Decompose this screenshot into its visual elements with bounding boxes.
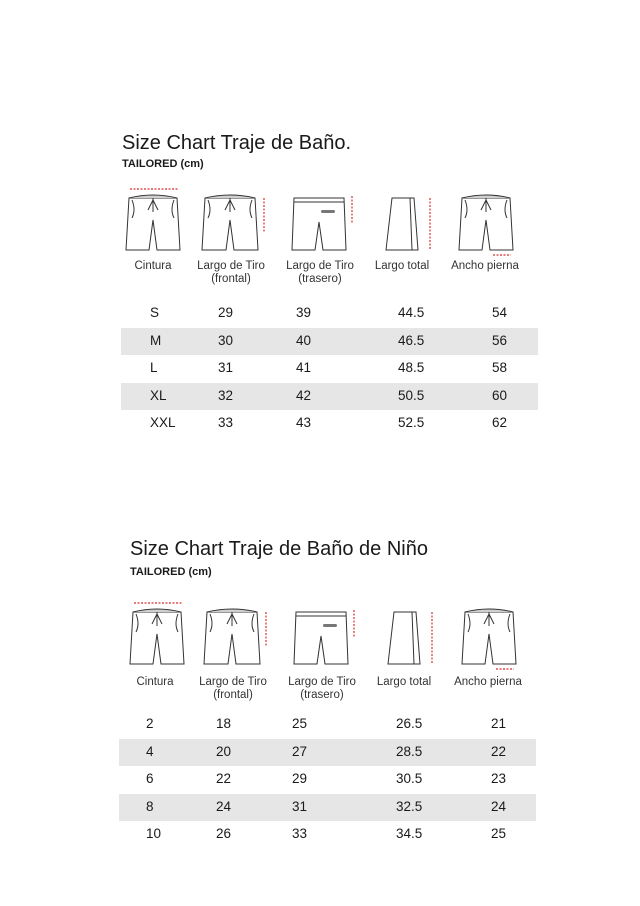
value-cell: 56 — [492, 332, 508, 348]
value-cell: 33 — [292, 826, 308, 841]
value-cell: 22 — [216, 771, 232, 786]
table-row — [119, 821, 536, 848]
value-cell: 25 — [292, 716, 308, 731]
measure-label-total-length — [357, 260, 447, 273]
measure-label-waist — [108, 260, 198, 273]
waist-measure-icon — [122, 186, 186, 258]
value-cell: 54 — [492, 305, 508, 320]
label-line: Largo de Tiro — [197, 260, 265, 272]
label-line: (frontal) — [211, 273, 251, 285]
label-line: Largo total — [376, 676, 432, 688]
back-rise-measure-icon — [288, 186, 358, 258]
label-line: Largo de Tiro — [286, 260, 354, 272]
measure-label-total-length — [359, 676, 449, 689]
value-cell: 26.5 — [396, 716, 423, 731]
size-cell: 6 — [146, 771, 154, 786]
label-line: Cintura — [134, 260, 172, 272]
table-row — [119, 766, 536, 793]
value-cell: 58 — [492, 360, 508, 375]
value-cell: 28.5 — [396, 743, 423, 759]
value-cell: 34.5 — [396, 826, 423, 841]
value-cell: 29 — [292, 771, 308, 786]
measure-label-leg-width — [443, 676, 533, 689]
measure-label-waist — [110, 676, 200, 689]
label-line: Ancho pierna — [451, 260, 519, 272]
waist-measure-icon — [126, 600, 190, 672]
total-length-measure-icon — [378, 186, 438, 258]
value-cell: 43 — [296, 415, 312, 430]
size-cell: XXL — [150, 415, 176, 430]
value-cell: 26 — [216, 826, 232, 841]
value-cell: 32.5 — [396, 798, 423, 814]
measure-label-leg-width — [440, 260, 530, 273]
leg-width-measure-icon — [458, 600, 522, 672]
size-cell: 8 — [146, 798, 154, 814]
size-cell: 2 — [146, 716, 154, 731]
value-cell: 27 — [292, 743, 308, 759]
value-cell: 60 — [492, 387, 508, 403]
label-line: Largo de Tiro — [199, 676, 267, 688]
value-cell: 50.5 — [398, 387, 425, 403]
label-line: (frontal) — [213, 689, 253, 701]
chart-subtitle: TAILORED (cm) — [130, 566, 212, 578]
chart-title: Size Chart Traje de Baño de Niño — [130, 538, 428, 560]
size-cell: 4 — [146, 743, 154, 759]
value-cell: 22 — [491, 743, 507, 759]
value-cell: 40 — [296, 332, 312, 348]
label-line: Cintura — [136, 676, 174, 688]
value-cell: 29 — [218, 305, 234, 320]
measure-label-front-rise — [188, 676, 278, 702]
size-cell: L — [150, 360, 158, 375]
measure-label-back-rise — [275, 260, 365, 286]
front-rise-measure-icon — [200, 600, 272, 672]
size-cell: M — [150, 332, 162, 348]
value-cell: 31 — [292, 798, 308, 814]
leg-width-measure-icon — [455, 186, 519, 258]
table-row — [121, 383, 538, 410]
measure-label-back-rise — [277, 676, 367, 702]
measure-label-front-rise — [186, 260, 276, 286]
table-row — [121, 410, 538, 437]
front-rise-measure-icon — [198, 186, 270, 258]
label-line: Ancho pierna — [454, 676, 522, 688]
value-cell: 23 — [491, 771, 507, 786]
value-cell: 46.5 — [398, 332, 425, 348]
table-row — [119, 794, 536, 821]
value-cell: 20 — [216, 743, 232, 759]
value-cell: 48.5 — [398, 360, 425, 375]
chart-subtitle: TAILORED (cm) — [122, 158, 204, 170]
value-cell: 33 — [218, 415, 234, 430]
value-cell: 42 — [296, 387, 312, 403]
size-cell: S — [150, 305, 160, 320]
value-cell: 62 — [492, 415, 508, 430]
table-row — [121, 328, 538, 355]
chart-title: Size Chart Traje de Baño. — [122, 132, 352, 154]
table-row — [121, 300, 538, 327]
value-cell: 52.5 — [398, 415, 425, 430]
value-cell: 25 — [491, 826, 507, 841]
value-cell: 44.5 — [398, 305, 425, 320]
size-cell: XL — [150, 387, 167, 403]
value-cell: 39 — [296, 305, 312, 320]
value-cell: 32 — [218, 387, 234, 403]
table-row — [119, 711, 536, 738]
table-row — [119, 739, 536, 766]
value-cell: 24 — [491, 798, 507, 814]
value-cell: 21 — [491, 716, 507, 731]
value-cell: 18 — [216, 716, 232, 731]
value-cell: 31 — [218, 360, 234, 375]
label-line: (trasero) — [300, 689, 344, 701]
value-cell: 41 — [296, 360, 312, 375]
value-cell: 30.5 — [396, 771, 423, 786]
back-rise-measure-icon — [290, 600, 360, 672]
label-line: Largo de Tiro — [288, 676, 356, 688]
label-line: Largo total — [374, 260, 430, 272]
value-cell: 30 — [218, 332, 234, 348]
total-length-measure-icon — [380, 600, 440, 672]
label-line: (trasero) — [298, 273, 342, 285]
size-cell: 10 — [146, 826, 162, 841]
table-row — [121, 355, 538, 382]
value-cell: 24 — [216, 798, 232, 814]
